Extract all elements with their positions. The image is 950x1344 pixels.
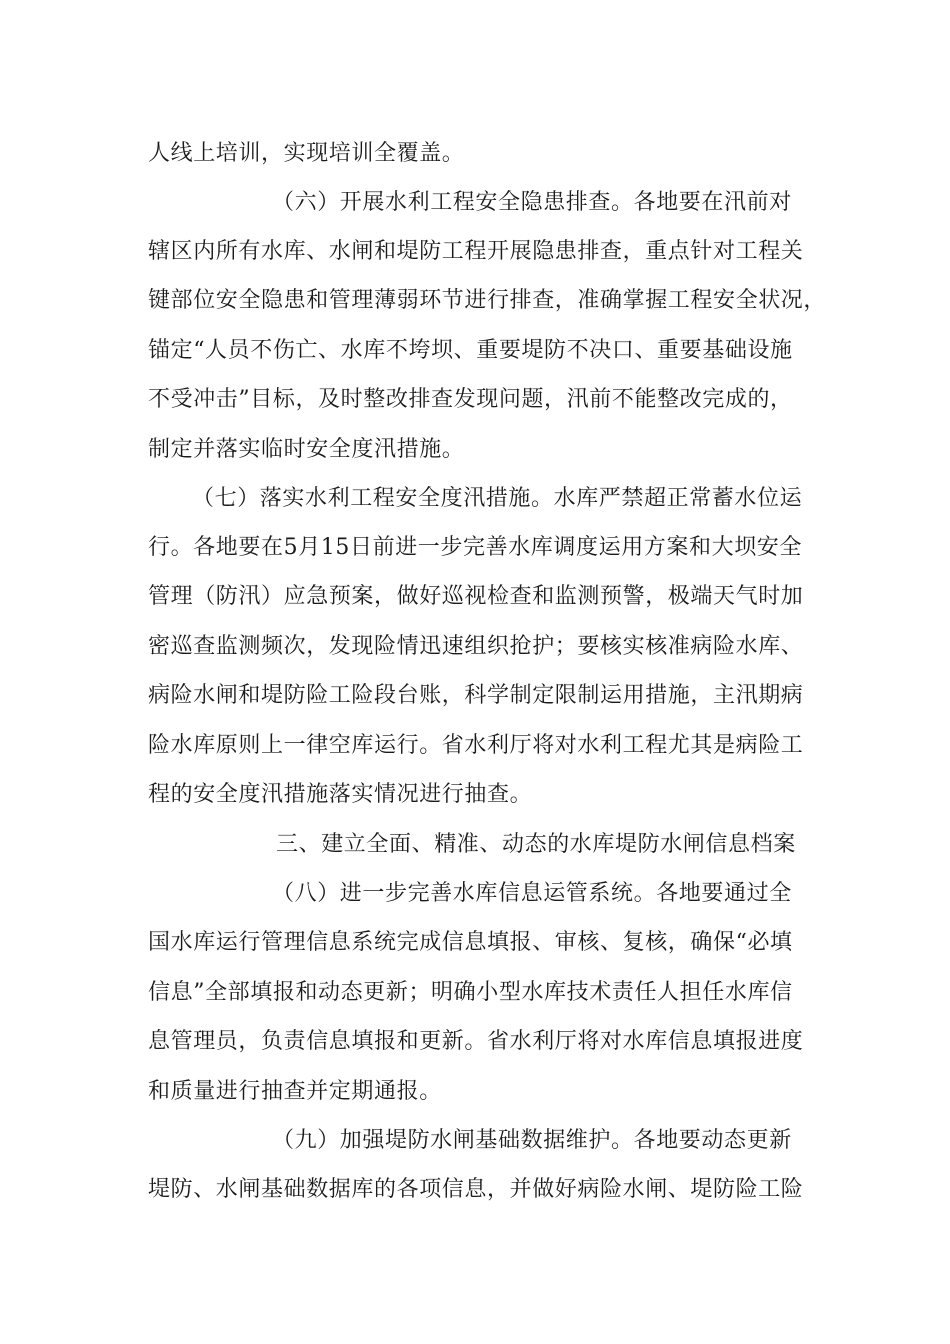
text-line: （六）开展水利工程安全隐患排查。各地要在汛前对: [272, 190, 792, 215]
text-line: 和质量进行抽查并定期通报。: [148, 1079, 442, 1104]
text-line: 人线上培训，实现培训全覆盖。: [148, 141, 465, 166]
text-line: 险水库原则上一律空库运行。省水利厅将对水利工程尤其是病险工: [148, 733, 804, 758]
text-line: 管理（防汛）应急预案，做好巡视检查和监测预警，极端天气时加: [148, 584, 804, 609]
text-line: 病险水闸和堤防险工险段台账，科学制定限制运用措施，主汛期病: [148, 683, 804, 708]
text-line: （七）落实水利工程安全度汛措施。水库严禁超正常蓄水位运: [192, 486, 803, 511]
text-line: 息管理员，负责信息填报和更新。省水利厅将对水库信息填报进度: [148, 1029, 804, 1054]
text-line: 国水库运行管理信息系统完成信息填报、审核、复核，确保“必填: [148, 930, 793, 955]
text-line: 行。各地要在5月15日前进一步完善水库调度运用方案和大坝安全: [148, 535, 802, 560]
text-line: （八）进一步完善水库信息运管系统。各地要通过全: [272, 881, 792, 906]
text-line: 密巡查监测频次，发现险情迅速组织抢护；要核实核准病险水库、: [148, 634, 804, 659]
text-line: （九）加强堤防水闸基础数据维护。各地要动态更新: [272, 1128, 792, 1153]
text-line: 不受冲击”目标，及时整改排查发现问题，汛前不能整改完成的，: [148, 387, 793, 412]
text-line: 信息”全部填报和动态更新；明确小型水库技术责任人担任水库信: [148, 980, 793, 1005]
text-line: 锚定“人员不伤亡、水库不垮坝、重要堤防不决口、重要基础设施: [148, 338, 793, 363]
text-line: 程的安全度汛措施落实情况进行抽查。: [148, 782, 533, 807]
text-line: 堤防、水闸基础数据库的各项信息，并做好病险水闸、堤防险工险: [148, 1177, 804, 1202]
text-line: 制定并落实临时安全度汛措施。: [148, 437, 465, 462]
text-line: 辖区内所有水库、水闸和堤防工程开展隐患排查，重点针对工程关: [148, 239, 804, 264]
section-heading: 三、建立全面、精准、动态的水库堤防水闸信息档案: [276, 832, 796, 857]
text-line: 键部位安全隐患和管理薄弱环节进行排查，准确掌握工程安全状况，: [148, 288, 827, 313]
